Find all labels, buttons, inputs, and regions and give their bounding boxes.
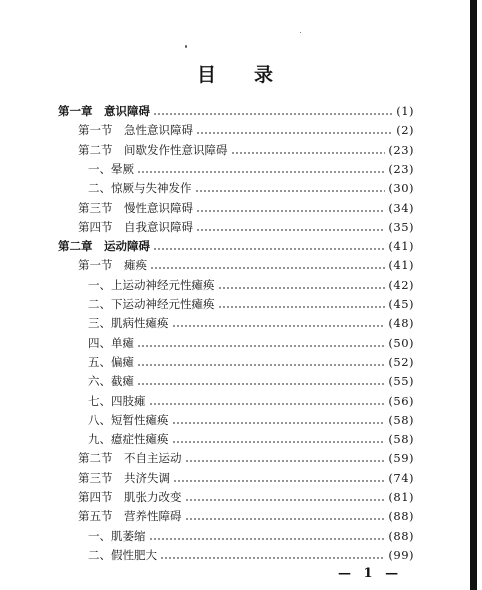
toc-entry-label: 第二节 不自主运动 [78,451,182,466]
toc-entry-page: (41) [388,239,414,254]
toc-entry-page: (30) [388,181,414,196]
toc-entry-page: (58) [388,412,414,427]
dot-leader [137,364,385,366]
toc-entry-page: (58) [388,432,414,447]
toc-entry-page: (48) [388,316,414,331]
toc-entry [88,179,414,197]
toc-entry-label: 第一章 意识障碍 [58,104,150,118]
toc-entry-label: 第五节 营养性障碍 [78,509,182,524]
toc-entry-page: (2) [396,123,414,138]
toc-entry-page: (45) [388,297,414,311]
toc-entry-label: 八、短暂性瘫痪 [88,412,169,427]
toc-entry-page: (52) [388,354,414,369]
toc-entry-page: (23) [388,142,414,157]
dot-leader [137,345,385,347]
dot-leader [185,518,386,520]
toc-entry-page: (88) [388,528,414,543]
toc-entry [88,314,414,332]
toc-entry-page: (99) [388,547,414,562]
toc-entry [78,469,414,487]
dot-leader [185,460,386,462]
toc-entry [78,507,414,525]
toc-entry-label: 二、下运动神经元性瘫痪 [88,297,215,311]
toc-entry-page: (42) [388,277,414,292]
toc-entry-page: (23) [388,161,414,176]
page-number: — 1 — [338,566,403,581]
toc-entry-label: 第二章 运动障碍 [58,239,150,254]
toc-entry-label: 一、肌萎缩 [88,528,146,543]
dot-leader [172,441,386,443]
dot-leader [149,403,386,405]
toc-entry [88,546,414,564]
dot-leader [149,538,386,540]
dot-leader [231,152,386,154]
toc-entry-label: 三、肌病性瘫痪 [88,316,169,331]
dot-leader [196,210,385,212]
scan-speck [300,32,301,33]
dot-leader [153,248,385,250]
toc-entry-page: (41) [388,258,414,273]
toc-entry-page: (74) [388,470,414,485]
toc-entry-page: (59) [388,451,414,466]
toc-entry-page: (35) [388,219,414,234]
toc-entry [88,276,414,294]
toc-entry-label: 四、单瘫 [88,335,134,350]
toc-entry [78,141,414,159]
toc-entry [78,199,414,217]
toc-entry-page: (88) [388,509,414,524]
toc-entry-label: 第四节 肌张力改变 [78,490,182,504]
toc-entry [88,411,414,429]
toc-entry [88,295,414,313]
toc-entry [58,102,414,120]
toc-entry-label: 二、惊厥与失神发作 [88,181,192,196]
toc-entry-page: (81) [388,490,414,504]
toc-entry-page: (56) [388,393,414,408]
toc-entry [78,121,414,139]
title-char: 目 [196,64,216,86]
dot-leader [150,267,385,269]
toc-entry-label: 第三节 慢性意识障碍 [78,200,193,215]
toc-entry [78,256,414,274]
toc-entry [88,372,414,390]
toc-entry-label: 第一节 急性意识障碍 [78,123,193,138]
toc-entry [78,218,414,236]
toc-entry-label: 二、假性肥大 [88,547,157,562]
toc-entry-label: 一、上运动神经元性瘫痪 [88,277,215,292]
page-edge-border [470,0,477,590]
toc-entry-page: (1) [396,104,414,118]
dot-leader [218,287,386,289]
toc-entry-label: 九、癔症性瘫痪 [88,432,169,447]
dot-leader [195,190,386,192]
toc-entry [78,449,414,467]
toc-entry [78,488,414,506]
toc-entry [58,237,414,255]
toc-entry [88,160,414,178]
dot-leader [137,171,385,173]
toc-entry-label: 第一节 瘫痪 [78,258,147,273]
dot-leader [173,480,385,482]
toc-entry [88,353,414,371]
toc-entry-page: (55) [388,374,414,389]
dot-leader [153,113,393,115]
dot-leader [160,557,385,559]
toc-entry [88,527,414,545]
toc-entry-label: 第四节 自我意识障碍 [78,219,193,234]
dot-leader [172,325,386,327]
dot-leader [137,383,385,385]
toc-entry [88,334,414,352]
toc-entry-label: 七、四肢瘫 [88,393,146,408]
toc-entry-label: 六、截瘫 [88,374,134,389]
toc-entry [88,430,414,448]
dot-leader [196,132,393,134]
toc-entry-label: 第三节 共济失调 [78,470,170,485]
toc-entry-label: 五、偏瘫 [88,354,134,369]
toc-entry-label: 一、晕厥 [88,161,134,176]
dot-leader [185,499,386,501]
toc-entry-page: (50) [388,335,414,350]
dot-leader [218,306,386,308]
page-title [0,60,470,87]
title-char: 录 [254,64,274,86]
scan-speck [185,45,187,48]
toc-entry-label: 第二节 间歇发作性意识障碍 [78,142,228,157]
dot-leader [196,229,385,231]
toc-entry [88,392,414,410]
dot-leader [172,422,386,424]
toc-entry-page: (34) [388,200,414,215]
